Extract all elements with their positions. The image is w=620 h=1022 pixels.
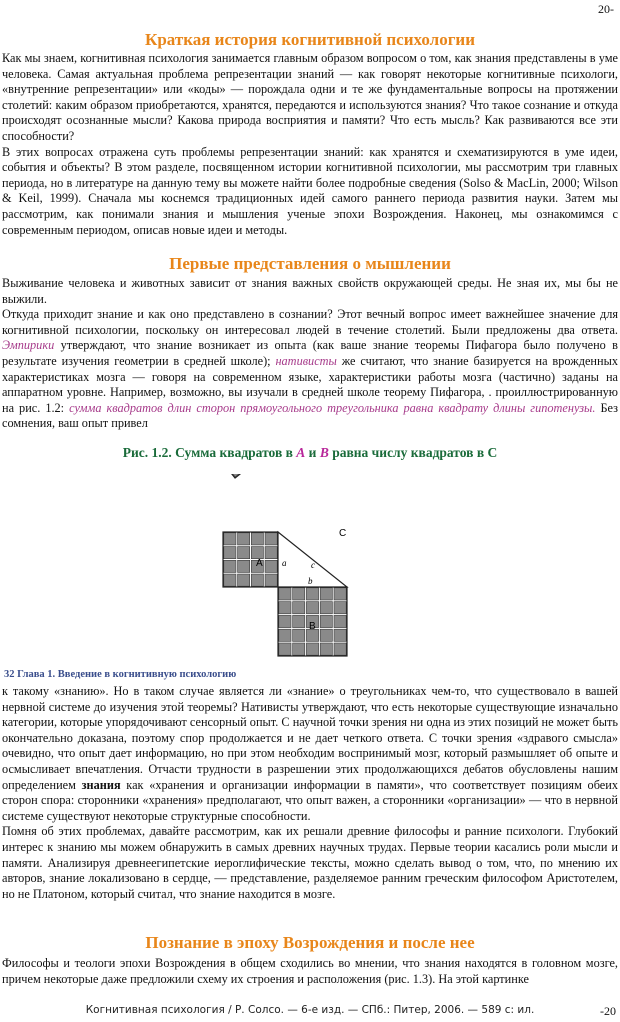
square-c-grid: [220, 474, 302, 478]
footer-citation: Когнитивная психология / Р. Солсо. — 6-е изд. — СПб.: Питер, 2006. — 589 с: ил.: [85, 1004, 535, 1016]
intro-block: [2, 51, 618, 238]
renaissance-block: [2, 956, 618, 987]
grid-cell: [306, 602, 318, 614]
grid-cell: [306, 643, 318, 655]
label-square-b: B: [309, 621, 316, 632]
paragraph-survival: Выживание человека и животных зависит от знания важных свойств окружающей среды. Не зная их, мы бы не выжили.: [2, 276, 618, 306]
label-square-a: A: [256, 558, 263, 569]
continuation-block: [2, 684, 618, 902]
grid-cell: [293, 643, 305, 655]
grid-cell: [251, 533, 263, 545]
text-span: к такому «знанию». Но в таком случае является ли «знание» о треугольниках чем-то, что существовало в вашей нервной системе до изучения этой теоремы? Нативисты утверждают, что есть некоторые существующие изначально категории, которые упорядочивают сенсорный опыт. С научной точки зрения ни одна из этих позиций не может быть окончательно доказана, поэтому спор продолжается и не дает четкого ответа. С точки зрения «здравого смысла» очевидно, что опыт дает информацию, но при этом необходим воспринимый мозг, который размышляет об опыте и осмысливает впечатления. Отчасти трудности в разрешении этих продолжающихся дебатов обусловлены нашим определением: [2, 684, 618, 792]
grid-cell: [279, 588, 291, 600]
grid-cell: [238, 533, 250, 545]
caption-letter-b: B: [319, 445, 329, 460]
grid-cell: [320, 615, 332, 627]
figure-caption: [2, 445, 618, 461]
first-ideas-block: [2, 276, 618, 432]
caption-text: и: [305, 445, 320, 460]
grid-cell: [224, 533, 236, 545]
grid-cell: [334, 615, 346, 627]
paragraph-knowledge-debate: [2, 684, 618, 824]
page-number-bottom: -20: [600, 1004, 616, 1018]
page-number-top: 20-: [598, 2, 614, 16]
label-square-c: C: [339, 528, 347, 539]
pythagoras-figure: [220, 474, 388, 664]
text-span: утверждают, что знание возникает из опыта (как ваше знание теоремы Пифагора было получено в результате изучения геометрии в средней школе);: [2, 338, 618, 368]
grid-cell: [320, 602, 332, 614]
paragraph-renaissance: Философы и теологи эпохи Возрождения в общем сходились во мнении, что знания находятся в головном мозге, причем некоторые даже предложили схему их строения и расположения (рис. 1.3). На этой картинке: [2, 956, 618, 986]
text-span: Без сомнения, ваш опыт привел: [2, 400, 619, 431]
grid-cell: [265, 547, 277, 559]
grid-cell: [293, 602, 305, 614]
caption-text: Рис. 1.2. Сумма квадратов в: [122, 445, 297, 460]
grid-cell: [224, 547, 236, 559]
grid-cell: [224, 560, 236, 572]
grid-cell: [320, 588, 332, 600]
caption-letter-a: A: [296, 445, 306, 460]
label-side-b: b: [308, 576, 313, 586]
grid-cell: [334, 643, 346, 655]
grid-cell: [293, 615, 305, 627]
grid-cell: [279, 643, 291, 655]
paragraph-intro-1: Как мы знаем, когнитивная психология занимается главным образом вопросом о том, как знания представлены в уме человека. Самая актуальная проблема репрезентации знаний — как говорят некоторые когнитивные психологи, «внутренние репрезентации» или «коды» — порождала одни и те же фундаментальные вопросы на протяжении столетий: каким образом приобретаются, хранятся, передаются и используются знания? Что такое сознание и откуда происходят осознанные мысли? Какова природа восприятия и памяти? Что есть мысль? Как развиваются все эти способности?: [2, 51, 618, 143]
grid-cell: [265, 574, 277, 586]
grid-cell: [265, 560, 277, 572]
grid-cell: [279, 615, 291, 627]
term-pythagoras-statement: сумма квадратов длин сторон прямоугольного треугольника равна квадрату длины гипотенузы.: [69, 400, 596, 415]
section-heading-renaissance: Познание в эпоху Возрождения и после нее: [145, 933, 475, 952]
grid-cell: [279, 602, 291, 614]
label-side-c: c: [311, 560, 315, 570]
text-span: Откуда приходит знание и как оно представлено в сознании? Этот вечный вопрос имеет важнейшее значение для когнитивной психологии, поскольку он интересовал людей в течение столетий. Были предложены два ответа.: [2, 307, 618, 337]
grid-cell: [320, 629, 332, 641]
section-heading-history: Краткая история когнитивной психологии: [145, 30, 475, 49]
grid-cell: [293, 629, 305, 641]
grid-cell: [334, 629, 346, 641]
grid-cell: [238, 547, 250, 559]
square-a-grid: [223, 532, 278, 587]
grid-cell: [334, 602, 346, 614]
section-heading-first-ideas: Первые представления о мышлении: [169, 254, 451, 273]
paragraph-knowledge-origin: [2, 307, 618, 432]
paragraph-intro-2: В этих вопросах отражена суть проблемы репрезентации знаний: как хранятся и схематизируются в уме идеи, события и объекты? В этом разделе, посвященном истории когнитивной психологии, мы рассмотрим три главных периода, но в литературе на данную тему вы можете найти более подробные сведения (Solso & MacLin, 2000; Wilson & Keil, 1999). Сначала мы коснемся традиционных идей самого раннего периода развития науки. Затем мы рассмотрим, как понимали знания и мышления ученые эпохи Возрождения. Наконец, мы ознакомимся с современным периодом, описав новые идеи и методы.: [2, 144, 618, 237]
grid-cell: [238, 560, 250, 572]
grid-cell: [265, 533, 277, 545]
grid-cell: [224, 574, 236, 586]
label-side-a: a: [282, 558, 287, 568]
paragraph-ancient-philosophers: Помня об этих проблемах, давайте рассмотрим, как их решали древние философы и ранние психологи. Глубокий интерес к знанию мы можем обнаружить в самых древних научных трудах. Первые теории касались роли мысли и памяти. Анализируя древнеегипетские иероглифические тексты, можно сделать вывод о том, что, по мнению их авторов, знание локализовано в сердце, — представление, разделяемое ранним греческим философом Аристотелем, но не Платоном, который считал, что знание находится в мозге.: [2, 824, 618, 901]
grid-cell: [238, 574, 250, 586]
term-empiricists: Эмпирики: [2, 338, 55, 353]
grid-cell: [251, 574, 263, 586]
grid-cell: [293, 588, 305, 600]
grid-cell: [306, 588, 318, 600]
grid-cell: [279, 629, 291, 641]
text-span: же считают, что знание базируется на врожденных характеристиках мозга — говоря на современном языке, характеристики работы мозга (частично) заданы на аппаратном уровне. Например, возможно, вы изучали в средней школе теорему Пифагора, . проиллюстрированную на рис. 1.2:: [2, 353, 619, 415]
caption-text: равна числу квадратов в С: [328, 445, 498, 460]
text-span: как «хранения и организации информации в памяти», что соответствует позициям обеих сторон спора: сторонники «хранения» предполагают, что опыт важен, а сторонники «организации» — что в нервной системе существуют некоторые структурные способности.: [2, 777, 618, 823]
term-nativists: нативисты: [275, 353, 337, 368]
grid-cell: [251, 547, 263, 559]
square-border: [220, 474, 302, 478]
grid-cell: [334, 588, 346, 600]
chapter-running-head: 32 Глава 1. Введение в когнитивную психологию: [4, 669, 237, 680]
grid-cell: [320, 643, 332, 655]
term-knowledge-bold: знания: [81, 777, 121, 792]
